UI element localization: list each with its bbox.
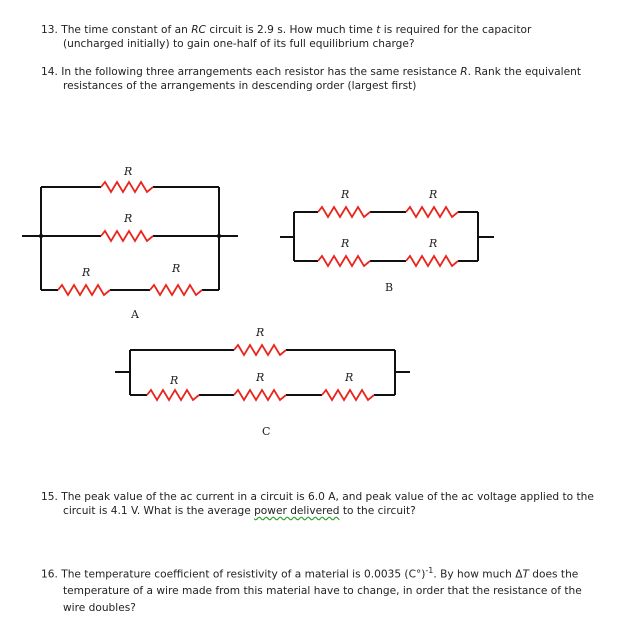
resistor-label: R <box>345 371 354 384</box>
question-13-line1-pre: The time constant of an <box>61 24 192 36</box>
circuit-b-resistor <box>406 256 458 266</box>
question-15-line2-pre: circuit is 4.1 V. What is the average <box>63 504 255 517</box>
question-16-line1-pre: The temperature coefficient of resistivity of a material is 0.0035 (C°) <box>61 568 426 581</box>
circuit-a-resistor <box>101 182 153 192</box>
resistor-label: R <box>124 165 133 178</box>
circuit-c-resistor <box>322 390 374 400</box>
resistor-label: R <box>82 266 91 279</box>
question-16-line1-mid: . By how much Δ <box>433 568 523 581</box>
circuit-a-junction <box>39 234 43 238</box>
circuit-label-a: A <box>131 308 139 321</box>
circuit-a-resistor <box>150 285 202 295</box>
circuit-c-resistor <box>234 345 286 355</box>
circuit-a-resistor <box>58 285 110 295</box>
circuit-a-resistor <box>101 231 153 241</box>
circuit-b-resistor <box>318 207 370 217</box>
resistor-label: R <box>341 237 350 250</box>
question-14-line2: resistances of the arrangements in descending order (largest first) <box>63 79 417 92</box>
question-15 <box>41 491 621 519</box>
question-16 <box>41 563 621 616</box>
resistor-label: R <box>256 371 265 384</box>
question-16-exponent: -1 <box>425 566 434 575</box>
question-13-line1-mid: circuit is 2.9 s. How much time <box>205 24 377 36</box>
circuit-c-resistor <box>234 390 286 400</box>
circuit-a <box>22 187 238 290</box>
question-14-r: R <box>460 66 468 78</box>
question-13-number: 13. <box>41 24 58 36</box>
question-16-line1-post: does the <box>528 568 579 581</box>
question-15-number: 15. <box>41 491 58 503</box>
question-14-line1-pre: In the following three arrangements each resistor has the same resistance <box>61 66 461 78</box>
question-13-t: t <box>376 24 381 36</box>
circuit-label-b: B <box>385 281 394 294</box>
question-14-line1-post: . Rank the equivalent <box>467 66 581 78</box>
question-13-line2: (uncharged initially) to gain one-half of its full equilibrium charge? <box>63 37 415 50</box>
question-15-line1: The peak value of the ac current in a circuit is 6.0 A, and peak value of the ac voltage applied to the <box>61 491 594 503</box>
resistor-label: R <box>429 237 438 250</box>
question-16-number: 16. <box>41 568 58 581</box>
resistor-label: R <box>429 188 438 201</box>
question-16-t: T <box>522 568 529 581</box>
resistor-label: R <box>256 326 265 339</box>
circuit-b-resistor <box>406 207 458 217</box>
circuit-b-resistor <box>318 256 370 266</box>
resistor-label: R <box>170 374 179 387</box>
question-15-line2 <box>41 505 621 519</box>
question-16-line3: wire doubles? <box>63 601 136 614</box>
circuit-c-resistor <box>147 390 199 400</box>
question-13-line1-post: is required for the capacitor <box>380 24 532 36</box>
circuit-a-junction <box>217 234 221 238</box>
resistor-label: R <box>124 212 133 225</box>
circuit-b <box>280 212 494 261</box>
resistor-label: R <box>341 188 350 201</box>
question-15-line2-post: to the circuit? <box>339 504 416 517</box>
question-13-rc: RC <box>191 24 206 36</box>
resistor-label: R <box>172 262 181 275</box>
question-16-line2: temperature of a wire made from this material have to change, in order that the resistance of the <box>63 585 582 598</box>
power-delivered-link[interactable]: power delivered <box>254 504 340 517</box>
circuit-label-c: C <box>262 425 271 438</box>
question-14-number: 14. <box>41 66 58 78</box>
